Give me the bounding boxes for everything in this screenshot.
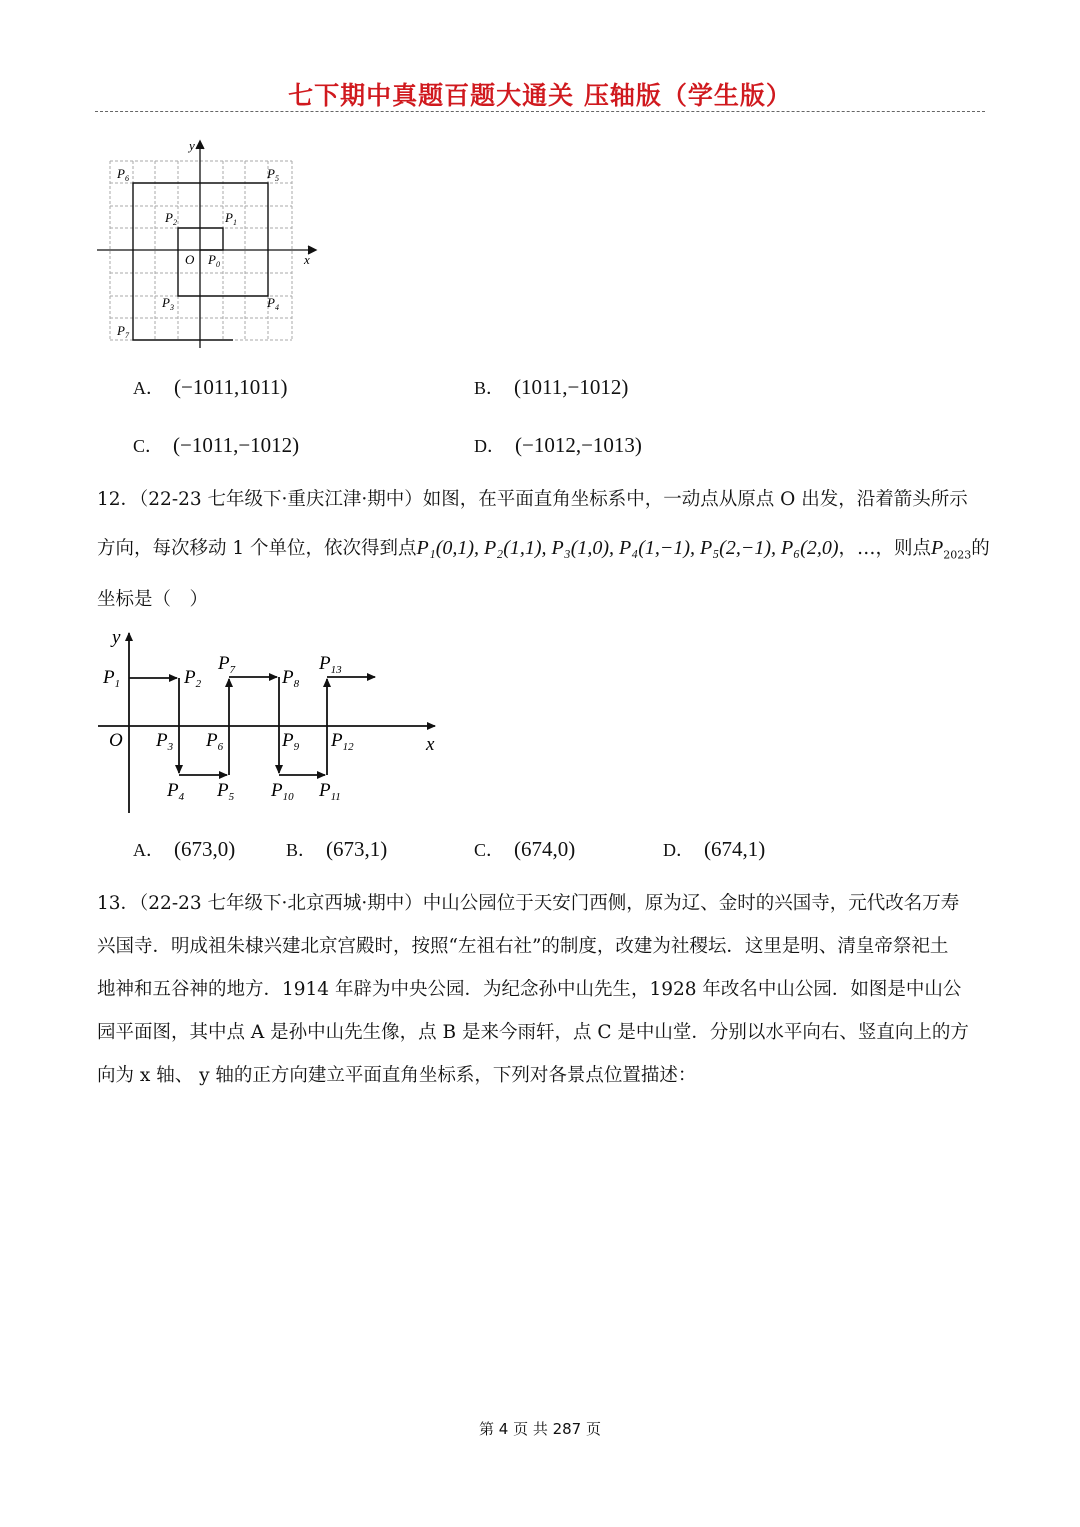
p8-label: $P_8$ <box>282 667 300 690</box>
q12-option-b[interactable]: B． (673,1) <box>286 837 388 861</box>
q11-option-c[interactable]: C． (−1011,−1012) <box>133 433 300 457</box>
axes <box>98 633 435 813</box>
x-axis-label: x <box>304 252 310 267</box>
y-axis-label: y <box>189 138 195 153</box>
q13-line-1: 13．（22-23 七年级下·北京西城·期中）中山公园位于天安门西侧，原为辽、金时的兴国寺，元代改名万寿 <box>97 893 960 914</box>
p3-label: $P_3$ <box>162 295 174 312</box>
q11-option-b[interactable]: B． (1011,−1012) <box>474 375 629 399</box>
p10-label: $P_{10}$ <box>271 780 294 803</box>
origin-label: O <box>185 252 195 267</box>
p1-label: $P_1$ <box>103 667 121 690</box>
p12-label: $P_{12}$ <box>331 730 354 753</box>
origin-label: O <box>109 730 123 751</box>
p4-label: $P_4$ <box>267 295 279 312</box>
p6-label: $P_6$ <box>206 730 224 753</box>
q11-option-a[interactable]: A． (−1011,1011) <box>133 375 288 399</box>
q13-line-5: 向为 x 轴、 y 轴的正方向建立平面直角坐标系，下列对各景点位置描述： <box>97 1065 697 1086</box>
page-header-title: 七下期中真题百题大通关 压轴版（学生版） <box>288 81 792 110</box>
q13-line-3: 地神和五谷神的地方．1914 年辟为中央公园．为纪念孙中山先生，1928 年改名中山公园．如图是中山公 <box>97 979 962 1000</box>
p6-label: $P_6$ <box>117 166 129 183</box>
q12-line-3: 坐标是（ ） <box>97 589 209 610</box>
header-divider <box>95 111 985 112</box>
axes <box>97 141 316 348</box>
zigzag-path-figure <box>95 625 450 820</box>
q12-line-1: 12．（22-23 七年级下·重庆江津·期中）如图，在平面直角坐标系中，一动点从原点 O 出发，沿着箭头所示 <box>97 489 968 510</box>
spiral-grid-figure <box>95 138 325 353</box>
p1-label: $P_1$ <box>225 210 237 227</box>
p7-label: $P_7$ <box>117 323 129 340</box>
p2-label: $P_2$ <box>165 210 177 227</box>
page-footer: 第 4 页 共 287 页 <box>478 1420 601 1438</box>
p3-label: $P_3$ <box>156 730 174 753</box>
p7-label: $P_7$ <box>218 653 236 676</box>
p4-label: $P_4$ <box>167 780 185 803</box>
q12-line-2: 方向，每次移动 1 个单位，依次得到点P₁(0,1), P₂(1,1), P₃(1,0), P₄(1,−1), P₅(2,−1), P₆(2,0)，…，则点$P_{2023}$的 <box>97 537 990 562</box>
p9-label: $P_9$ <box>282 730 300 753</box>
q12-option-c[interactable]: C． (674,0) <box>474 837 576 861</box>
p11-label: $P_{11}$ <box>319 780 341 803</box>
p2-label: $P_2$ <box>184 667 202 690</box>
q13-line-4: 园平面图，其中点 A 是孙中山先生像，点 B 是来今雨轩，点 C 是中山堂．分别以水平向右、竖直向上的方 <box>97 1022 969 1043</box>
q12-point-list: P₁(0,1), P₂(1,1), P₃(1,0), P₄(1,−1), P₅(2,−1), P₆(2,0) <box>416 537 839 559</box>
q12-option-a[interactable]: A． (673,0) <box>133 837 236 861</box>
p13-label: $P_{13}$ <box>319 653 342 676</box>
q12-option-d[interactable]: D． (674,1) <box>663 837 766 861</box>
x-axis-label: x <box>426 734 435 755</box>
q11-option-d[interactable]: D． (−1012,−1013) <box>474 433 642 457</box>
y-axis-label: y <box>112 627 121 648</box>
p5-label: $P_5$ <box>267 166 279 183</box>
q13-line-2: 兴国寺．明成祖朱棣兴建北京宫殿时，按照“左祖右社”的制度，改建为社稷坛．这里是明、清皇帝祭祀土 <box>97 936 949 957</box>
p5-label: $P_5$ <box>217 780 235 803</box>
p0-label: $P_0$ <box>208 252 220 269</box>
